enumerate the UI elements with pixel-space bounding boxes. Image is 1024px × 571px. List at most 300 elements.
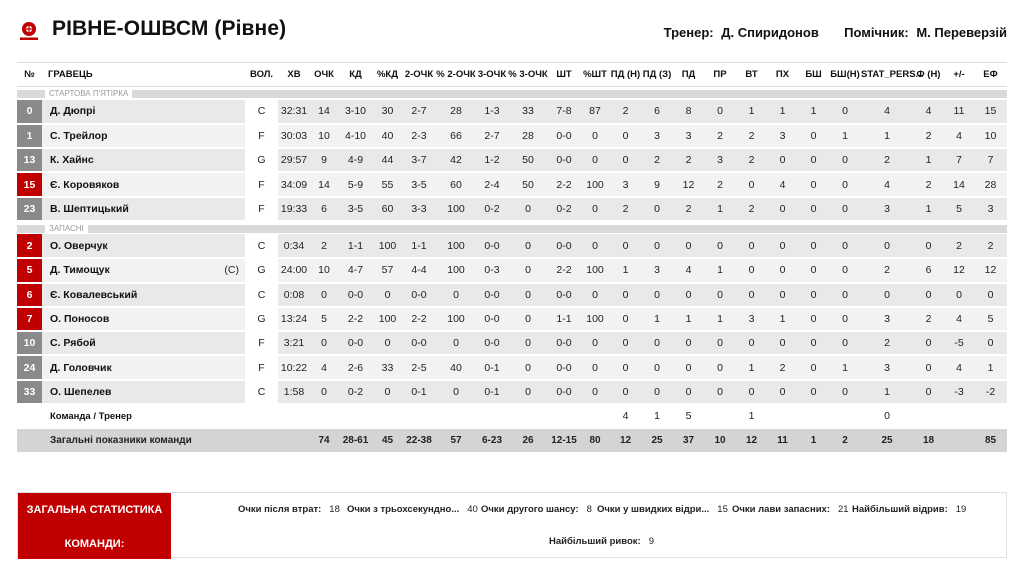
stat-cell: 2-7 — [402, 100, 436, 124]
stat-cell: 0 — [310, 283, 338, 307]
stat-cell: 57 — [373, 258, 402, 282]
stat-cell: 28 — [436, 100, 476, 124]
stat-cell: 3:21 — [278, 331, 310, 355]
stat-cell: 18 — [913, 428, 944, 453]
summary-item: Очки після втрат: 18 — [238, 504, 340, 515]
stat-cell — [944, 404, 974, 428]
team-totals-row — [17, 428, 1007, 453]
stat-cell: 60 — [436, 172, 476, 196]
stat-cell: 0-2 — [476, 197, 508, 221]
stat-cell: -5 — [944, 331, 974, 355]
stat-cell: 0 — [641, 283, 673, 307]
column-header: ЕФ — [974, 63, 1007, 87]
stat-cell: 6-23 — [476, 428, 508, 453]
table-row[interactable] — [17, 258, 1007, 282]
player-number: 2 — [17, 234, 42, 258]
stat-cell: 7 — [974, 148, 1007, 172]
stat-cell: 1 — [798, 428, 829, 453]
stat-cell: 87 — [580, 100, 610, 124]
stat-cell: 3-5 — [402, 172, 436, 196]
stat-cell: F — [245, 172, 278, 196]
stat-cell: 100 — [436, 234, 476, 258]
stat-cell: 0 — [704, 283, 736, 307]
stat-cell: 3 — [861, 197, 913, 221]
stat-cell: 1 — [798, 100, 829, 124]
player-name[interactable]: Д. Головчик — [42, 355, 215, 379]
column-header: %КД — [373, 63, 402, 87]
stat-cell: 0 — [580, 197, 610, 221]
stat-cell: 0-0 — [548, 380, 580, 404]
stat-cell: 0-0 — [548, 124, 580, 148]
stat-cell — [580, 404, 610, 428]
stat-cell: 0-0 — [548, 355, 580, 379]
stat-cell: -3 — [944, 380, 974, 404]
stat-cell: 0 — [673, 380, 704, 404]
stat-cell: 0 — [829, 172, 861, 196]
stat-cell: 0 — [610, 234, 641, 258]
stat-cell: 12 — [944, 258, 974, 282]
table-row[interactable] — [17, 172, 1007, 196]
column-header: ПХ — [767, 63, 798, 87]
captain-mark — [215, 148, 245, 172]
player-name[interactable]: Є. Ковалевський — [42, 283, 215, 307]
stat-cell: 0 — [913, 331, 944, 355]
stat-cell: 2-5 — [402, 355, 436, 379]
stat-cell: 42 — [436, 148, 476, 172]
stat-cell: 1 — [913, 197, 944, 221]
stat-cell: 1 — [704, 258, 736, 282]
stat-cell: 10:22 — [278, 355, 310, 379]
stat-cell: 6 — [641, 100, 673, 124]
stat-cell: 32:31 — [278, 100, 310, 124]
stat-cell: 0 — [829, 100, 861, 124]
stat-cell — [548, 404, 580, 428]
section-label: СТАРТОВА П'ЯТІРКА — [45, 88, 132, 99]
team-title: РІВНЕ-ОШВСМ (Рівне) — [52, 17, 287, 40]
stat-cell — [974, 404, 1007, 428]
stat-cell: 0-0 — [548, 234, 580, 258]
stat-cell: G — [245, 307, 278, 331]
coach-name: Д. Спиридонов — [721, 25, 819, 40]
stat-cell: 3 — [641, 258, 673, 282]
stat-cell: 0-0 — [338, 283, 373, 307]
stat-cell: 2 — [736, 124, 767, 148]
table-row[interactable] — [17, 148, 1007, 172]
stat-cell: 3 — [767, 124, 798, 148]
stat-cell: 0 — [736, 258, 767, 282]
stat-cell: 0-2 — [548, 197, 580, 221]
stat-cell: 100 — [580, 172, 610, 196]
stat-cell: 0 — [736, 234, 767, 258]
stat-cell: 0 — [610, 283, 641, 307]
stat-cell — [245, 404, 278, 428]
stat-cell: 0 — [580, 355, 610, 379]
stat-cell: F — [245, 331, 278, 355]
stat-cell: 25 — [641, 428, 673, 453]
stat-cell — [373, 404, 402, 428]
stat-cell — [278, 404, 310, 428]
stat-cell: 2 — [829, 428, 861, 453]
player-name[interactable]: Д. Тимощук — [42, 258, 215, 282]
summary-item: Очки у швидких відри... 15 — [597, 504, 728, 515]
stat-cell: 12-15 — [548, 428, 580, 453]
stat-cell: 0 — [767, 197, 798, 221]
stat-cell: 0 — [373, 380, 402, 404]
stat-cell: 40 — [373, 124, 402, 148]
stat-cell: 0 — [798, 197, 829, 221]
stat-cell: F — [245, 124, 278, 148]
stat-cell: 1 — [704, 197, 736, 221]
player-number: 0 — [17, 100, 42, 124]
stat-cell: 0 — [798, 283, 829, 307]
summary-item: Найбільший відрив: 19 — [852, 504, 967, 515]
stat-cell: 0 — [798, 172, 829, 196]
stat-cell: 3 — [610, 172, 641, 196]
stat-cell: 60 — [373, 197, 402, 221]
stat-cell: 30:03 — [278, 124, 310, 148]
stat-cell: 44 — [373, 148, 402, 172]
player-name[interactable]: С. Трейлор — [42, 124, 215, 148]
stat-cell: 2 — [641, 148, 673, 172]
stat-cell: 12 — [610, 428, 641, 453]
player-number: 13 — [17, 148, 42, 172]
column-header: ОЧК — [310, 63, 338, 87]
stat-cell: 0 — [641, 380, 673, 404]
stat-cell: 0 — [508, 234, 548, 258]
captain-mark — [215, 172, 245, 196]
stat-cell: 0 — [508, 283, 548, 307]
captain-mark — [215, 124, 245, 148]
stat-cell: 0 — [641, 197, 673, 221]
stat-cell: 0-0 — [338, 331, 373, 355]
stat-cell — [913, 404, 944, 428]
table-row[interactable] — [17, 100, 1007, 124]
stat-cell: 5 — [673, 404, 704, 428]
column-header: ХВ — [278, 63, 310, 87]
column-header: БШ(Н) — [829, 63, 861, 87]
stat-cell: 0 — [829, 283, 861, 307]
stat-cell: 0-0 — [476, 307, 508, 331]
stat-cell: 2 — [736, 197, 767, 221]
stat-cell: 0 — [913, 283, 944, 307]
stat-cell: 0 — [704, 234, 736, 258]
stat-cell: 0 — [829, 234, 861, 258]
stat-cell — [704, 404, 736, 428]
stat-cell: 0-1 — [476, 355, 508, 379]
stat-cell: 0 — [974, 331, 1007, 355]
stat-cell: 57 — [436, 428, 476, 453]
stat-cell: 85 — [974, 428, 1007, 453]
stat-cell: 0 — [944, 283, 974, 307]
player-name[interactable]: Є. Коровяков — [42, 172, 215, 196]
player-number: 6 — [17, 283, 42, 307]
stat-cell: 1 — [974, 355, 1007, 379]
column-header: ПР — [704, 63, 736, 87]
stat-cell: 2 — [944, 234, 974, 258]
captain-mark — [215, 380, 245, 404]
stat-cell: 9 — [310, 148, 338, 172]
stat-cell — [767, 404, 798, 428]
stat-cell: 0:08 — [278, 283, 310, 307]
stat-cell: 2 — [861, 148, 913, 172]
player-name[interactable]: К. Хайнс — [42, 148, 215, 172]
stat-cell: 3-10 — [338, 100, 373, 124]
stat-cell: 1 — [673, 307, 704, 331]
table-row[interactable] — [17, 124, 1007, 148]
stat-cell: 4-10 — [338, 124, 373, 148]
stat-cell: 10 — [310, 124, 338, 148]
stat-cell — [508, 404, 548, 428]
stat-cell: 1 — [913, 148, 944, 172]
stat-cell: 0-2 — [338, 380, 373, 404]
stat-cell: 5 — [974, 307, 1007, 331]
stat-cell: 7-8 — [548, 100, 580, 124]
stat-cell: 0 — [704, 331, 736, 355]
stat-cell: 0 — [310, 380, 338, 404]
stat-cell: 2 — [673, 148, 704, 172]
stat-cell: 0 — [736, 380, 767, 404]
stat-cell: 0-0 — [476, 234, 508, 258]
column-header: 2-ОЧК — [402, 63, 436, 87]
player-number: 1 — [17, 124, 42, 148]
stat-cell: 100 — [373, 307, 402, 331]
stat-cell: 2 — [767, 355, 798, 379]
stat-cell: 15 — [974, 100, 1007, 124]
stat-cell: 14 — [944, 172, 974, 196]
stat-cell: 0 — [736, 172, 767, 196]
column-header: +/- — [944, 63, 974, 87]
stat-cell — [829, 404, 861, 428]
stat-cell: 0 — [829, 258, 861, 282]
stat-cell: 0-0 — [548, 283, 580, 307]
stat-cell: C — [245, 380, 278, 404]
assistant-label: Помічник: — [844, 25, 909, 40]
stat-cell: 50 — [508, 172, 548, 196]
stat-cell: 1-1 — [402, 234, 436, 258]
stat-cell: 0-0 — [476, 283, 508, 307]
stat-cell: 0-3 — [476, 258, 508, 282]
stat-cell: 55 — [373, 172, 402, 196]
stat-cell: 100 — [580, 307, 610, 331]
stat-cell: 0 — [673, 331, 704, 355]
stat-cell: 0 — [861, 234, 913, 258]
stat-cell: 1-1 — [338, 234, 373, 258]
stat-cell: 12 — [974, 258, 1007, 282]
stat-cell: 2 — [913, 307, 944, 331]
stat-cell: 1 — [641, 404, 673, 428]
stat-cell: 30 — [373, 100, 402, 124]
captain-mark — [215, 283, 245, 307]
stat-cell: 0 — [767, 234, 798, 258]
stat-cell: 0 — [798, 148, 829, 172]
stat-cell: 4 — [913, 100, 944, 124]
stat-cell: 3 — [704, 148, 736, 172]
stat-cell: G — [245, 148, 278, 172]
stat-cell: 2 — [610, 100, 641, 124]
team-coach-row — [17, 404, 1007, 428]
stat-cell: 1-2 — [476, 148, 508, 172]
stat-cell: 0-0 — [548, 331, 580, 355]
player-name[interactable]: О. Поносов — [42, 307, 215, 331]
column-header: БШ — [798, 63, 829, 87]
stat-cell: 28-61 — [338, 428, 373, 453]
player-number: 15 — [17, 172, 42, 196]
column-header: ПД (Н) — [610, 63, 641, 87]
section-label: ЗАПАСНІ — [45, 223, 88, 234]
stat-cell: 0 — [508, 197, 548, 221]
stat-cell: 0 — [829, 307, 861, 331]
player-name[interactable]: С. Рябой — [42, 331, 215, 355]
stat-cell: F — [245, 197, 278, 221]
stat-cell: 100 — [373, 234, 402, 258]
stat-cell: 1 — [736, 100, 767, 124]
stat-cell: 0 — [767, 380, 798, 404]
stat-cell: 3-3 — [402, 197, 436, 221]
column-header: % 3-ОЧК — [508, 63, 548, 87]
stat-cell: 9 — [641, 172, 673, 196]
summary-title — [18, 493, 171, 559]
stat-cell: 4-9 — [338, 148, 373, 172]
stat-cell: 0 — [704, 100, 736, 124]
stat-cell: 0 — [508, 307, 548, 331]
stat-cell: 100 — [580, 258, 610, 282]
stat-cell: 0 — [829, 197, 861, 221]
stat-cell: 1-1 — [548, 307, 580, 331]
table-row[interactable] — [17, 307, 1007, 331]
stat-cell: 2 — [704, 124, 736, 148]
table-row[interactable] — [17, 283, 1007, 307]
stat-cell: 0 — [798, 355, 829, 379]
player-number: 5 — [17, 258, 42, 282]
table-row[interactable] — [17, 380, 1007, 404]
stat-cell: 4 — [944, 307, 974, 331]
team-coach-row-label: Команда / Тренер — [42, 404, 245, 428]
captain-mark: (C) — [215, 258, 245, 282]
column-header — [215, 63, 245, 87]
stat-cell: 3 — [861, 307, 913, 331]
stat-cell: 0 — [580, 148, 610, 172]
stat-cell: 0-0 — [548, 148, 580, 172]
stat-cell — [245, 428, 278, 453]
stat-cell: 10 — [310, 258, 338, 282]
captain-mark — [215, 234, 245, 258]
header — [0, 0, 1024, 62]
stat-cell: 3 — [736, 307, 767, 331]
table-row[interactable] — [17, 234, 1007, 258]
stat-cell: 2 — [704, 172, 736, 196]
summary-item: Очки з трьохсекундно... 40 — [347, 504, 478, 515]
stat-cell: 0 — [580, 234, 610, 258]
stat-cell: 1-3 — [476, 100, 508, 124]
stat-cell: 4 — [861, 100, 913, 124]
stat-cell: 2 — [310, 234, 338, 258]
player-name[interactable]: Д. Дюпрі — [42, 100, 215, 124]
stat-cell: 1 — [767, 307, 798, 331]
coach-label: Тренер: — [663, 25, 714, 40]
stat-cell: 0 — [829, 148, 861, 172]
stat-cell: 3 — [861, 355, 913, 379]
stat-cell: 1:58 — [278, 380, 310, 404]
column-header: STAT_PERS... — [861, 63, 913, 87]
stat-cell: 1 — [736, 355, 767, 379]
stat-cell: 2 — [913, 172, 944, 196]
stat-cell: 0 — [798, 124, 829, 148]
stat-cell: 37 — [673, 428, 704, 453]
table-row[interactable] — [17, 331, 1007, 355]
stat-cell: 2 — [610, 197, 641, 221]
box-score-table — [17, 62, 1007, 454]
player-name[interactable]: О. Оверчук — [42, 234, 215, 258]
stat-cell: 0 — [610, 307, 641, 331]
stat-cell: 1 — [829, 124, 861, 148]
player-name[interactable]: В. Шептицький — [42, 197, 215, 221]
stat-cell: 0 — [736, 283, 767, 307]
stat-cell: 0 — [436, 331, 476, 355]
stat-cell: 1 — [736, 404, 767, 428]
player-number: 33 — [17, 380, 42, 404]
stat-cell: 3-7 — [402, 148, 436, 172]
summary-item: Очки другого шансу: 8 — [481, 504, 592, 515]
stat-cell: 4 — [673, 258, 704, 282]
stat-cell: 0 — [641, 355, 673, 379]
stat-cell: 13:24 — [278, 307, 310, 331]
stat-cell: 4 — [944, 124, 974, 148]
column-header: ВТ — [736, 63, 767, 87]
stat-cell: 0 — [704, 380, 736, 404]
team-totals-row-label: Загальні показники команди — [42, 428, 245, 453]
column-header: № — [17, 63, 42, 87]
stat-cell: 0 — [767, 258, 798, 282]
player-name[interactable]: О. Шепелев — [42, 380, 215, 404]
stat-cell: 0 — [580, 283, 610, 307]
table-header-row — [17, 63, 1007, 87]
stat-cell: 0 — [913, 380, 944, 404]
stat-cell: 2-2 — [402, 307, 436, 331]
stat-cell: 45 — [373, 428, 402, 453]
captain-mark — [215, 355, 245, 379]
section-header-bench — [17, 221, 1007, 234]
table-row[interactable] — [17, 355, 1007, 379]
stat-cell: 0 — [861, 404, 913, 428]
stat-cell: 0-0 — [402, 283, 436, 307]
stat-cell: 66 — [436, 124, 476, 148]
stat-cell: 34:09 — [278, 172, 310, 196]
stat-cell: 12 — [736, 428, 767, 453]
summary-item: Очки лави запасних: 21 — [732, 504, 849, 515]
column-header: ПД — [673, 63, 704, 87]
stat-cell: 7 — [944, 148, 974, 172]
stat-cell: 0 — [798, 234, 829, 258]
stat-cell: 0 — [436, 283, 476, 307]
stat-cell: 0-0 — [402, 331, 436, 355]
stat-cell: 40 — [436, 355, 476, 379]
stat-cell: 100 — [436, 258, 476, 282]
stat-cell: C — [245, 234, 278, 258]
stat-cell: 0-1 — [476, 380, 508, 404]
stat-cell: 11 — [944, 100, 974, 124]
table-row[interactable] — [17, 197, 1007, 221]
stat-cell: 0 — [610, 148, 641, 172]
stat-cell: 2 — [736, 148, 767, 172]
stat-cell: 5 — [310, 307, 338, 331]
stat-cell — [278, 428, 310, 453]
stat-cell: 0 — [673, 283, 704, 307]
stat-cell: 0 — [373, 283, 402, 307]
stat-cell: 0 — [798, 258, 829, 282]
stat-cell: 50 — [508, 148, 548, 172]
stat-cell: 3-5 — [338, 197, 373, 221]
stat-cell: 0 — [974, 283, 1007, 307]
